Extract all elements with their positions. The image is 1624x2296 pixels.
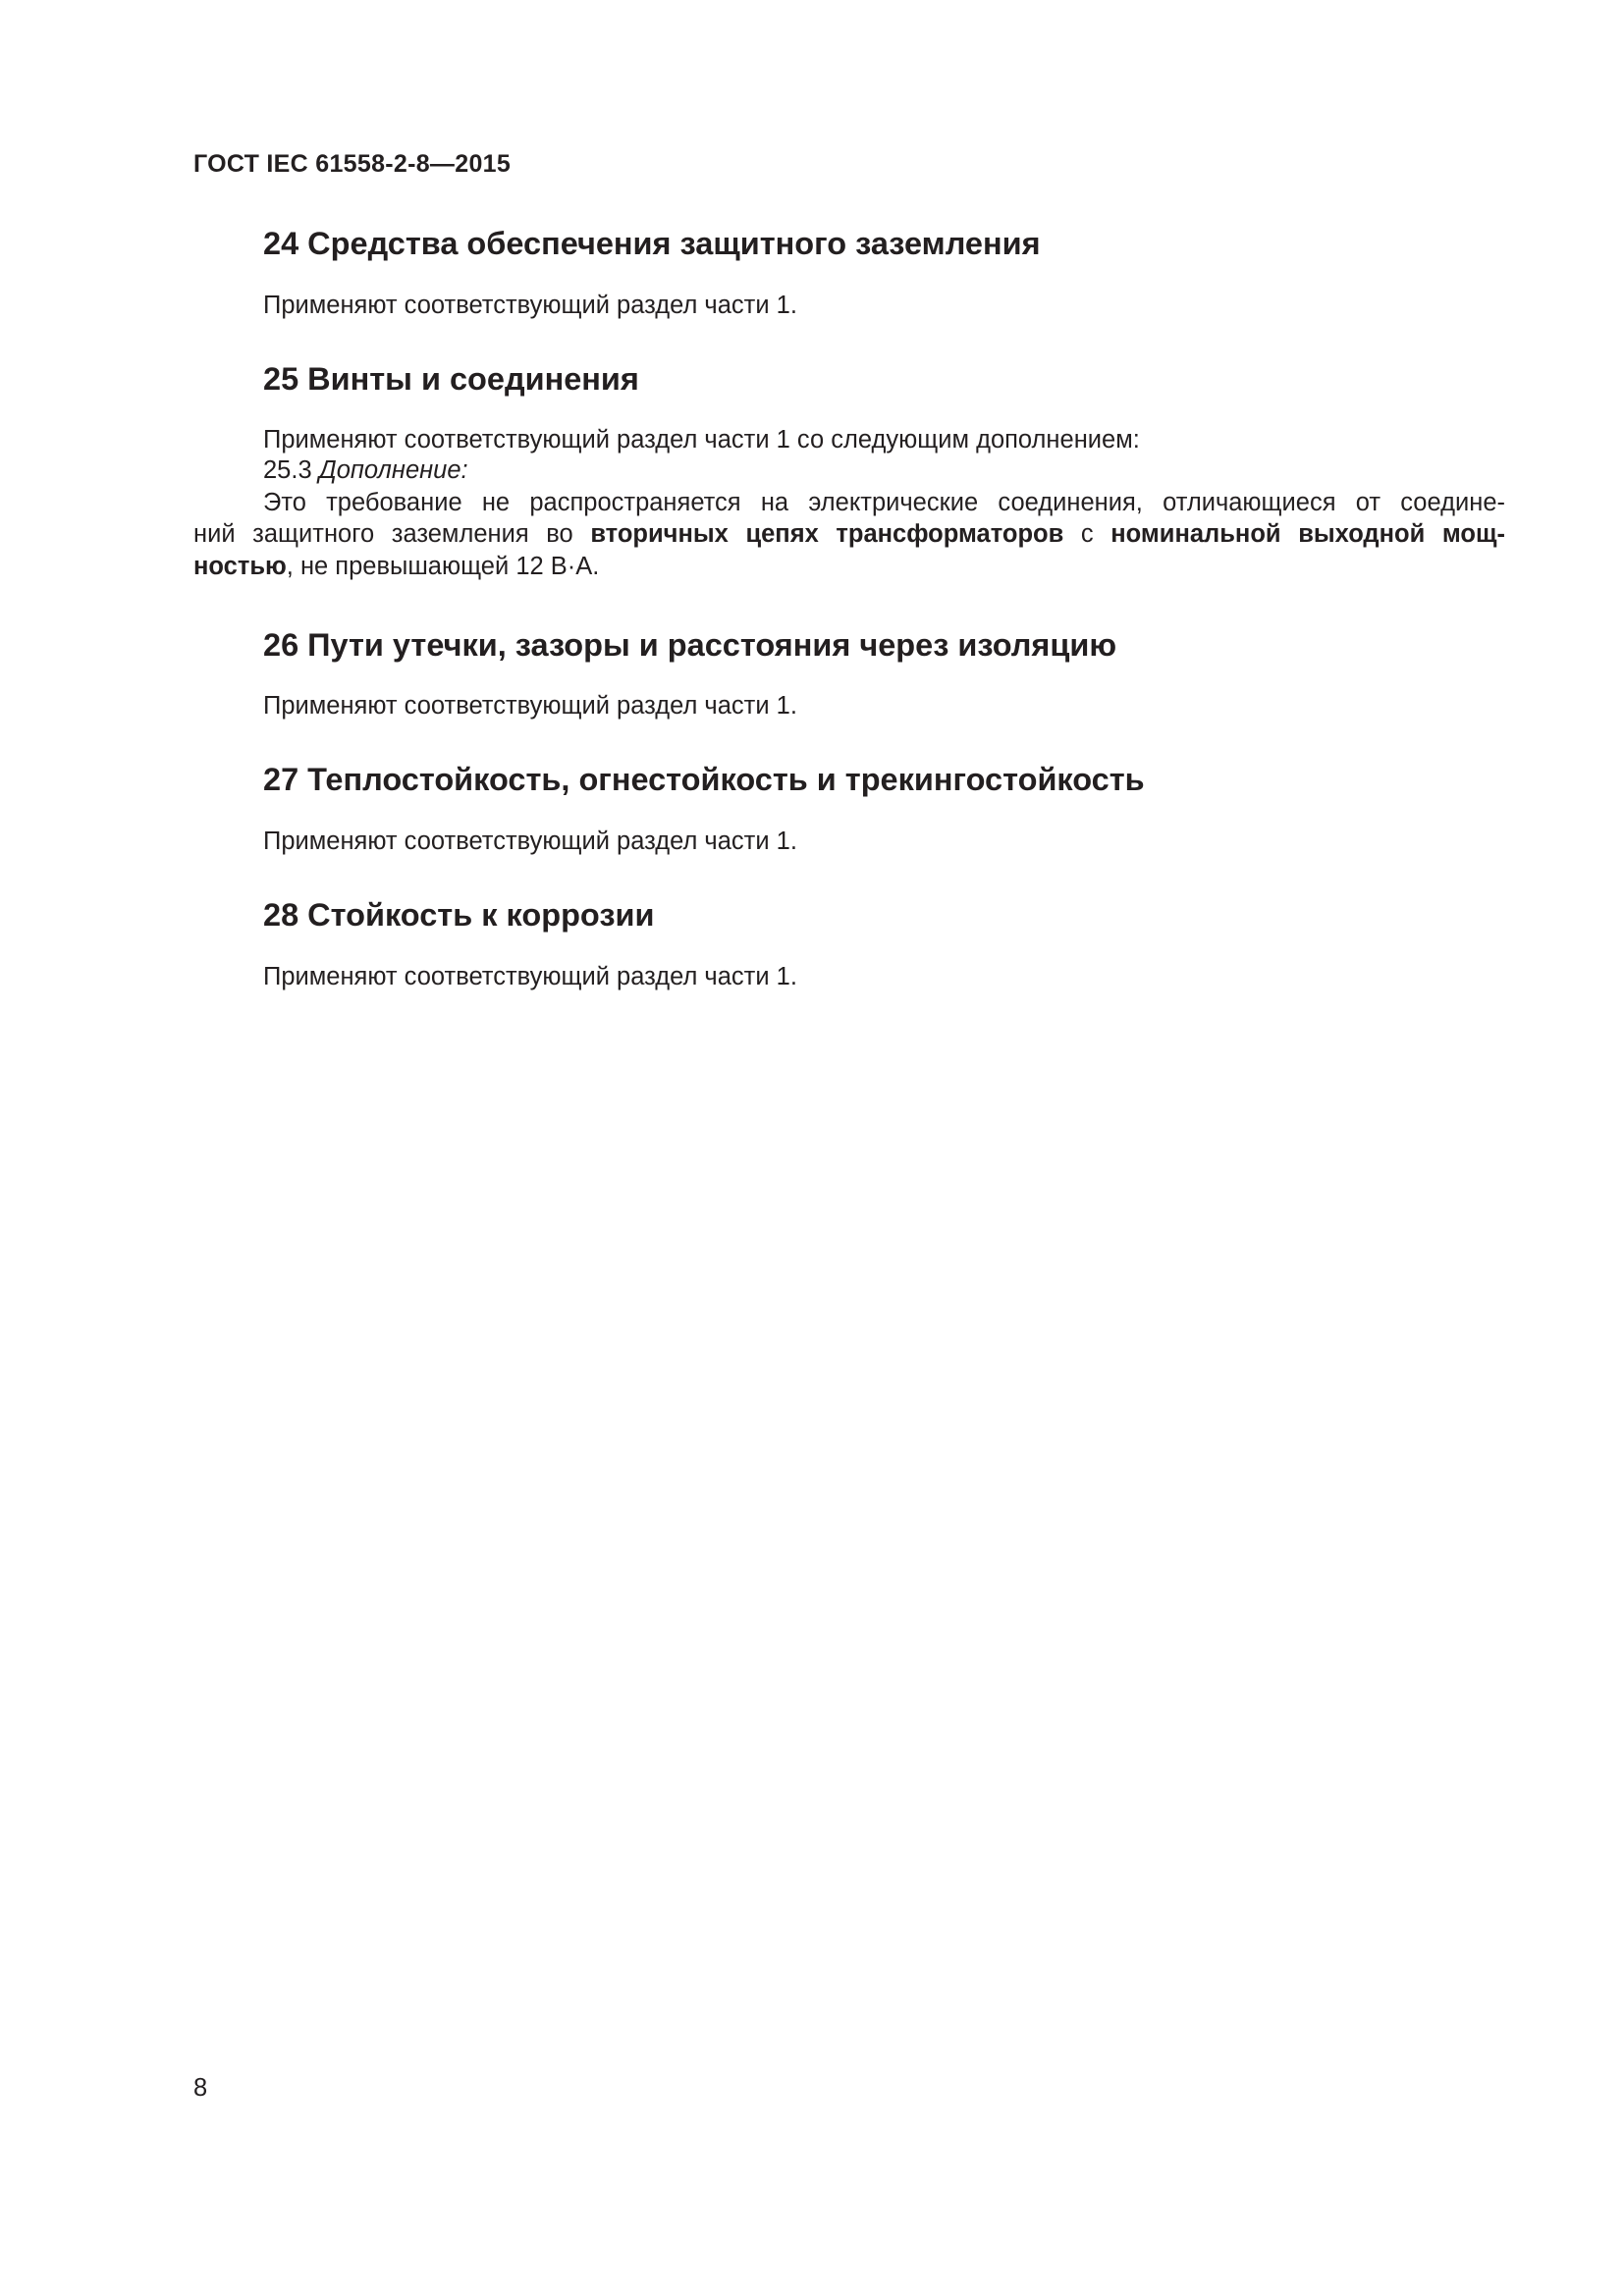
section-28-title: 28 Стойкость к коррозии [263,897,655,933]
standard-header: ГОСТ IEC 61558-2-8—2015 [193,150,512,178]
line2-part-c: с [1080,520,1094,548]
section-28-body: Применяют соответствующий раздел части 1. [263,963,797,990]
line2-part-a: ний защитного заземления во [193,520,573,548]
subclause-number: 25.3 [263,456,312,484]
section-24-body: Применяют соответствующий раздел части 1. [263,292,797,319]
section-27-body: Применяют соответствующий раздел части 1. [263,828,797,855]
section-27-title: 27 Теплостойкость, огнестойкость и трекингостойкость [263,762,1145,797]
section-25-text-line-3 [193,553,599,581]
page-number: 8 [193,2074,208,2102]
subclause-label: Дополнение: [318,456,468,484]
term-secondary-circuits: вторичных цепях трансформаторов [590,520,1064,548]
section-26-body: Применяют соответствующий раздел части 1. [263,692,797,720]
term-rated-output-power-end: ностью [193,553,287,580]
section-26-title: 26 Пути утечки, зазоры и расстояния через изоляцию [263,627,1117,663]
section-24-title: 24 Средства обеспечения защитного заземления [263,226,1041,261]
line3-part-b: , не превышающей 12 В·А. [286,553,600,580]
section-25-text-line-2 [193,520,1505,549]
section-25-body: Применяют соответствующий раздел части 1 со следующим дополнением: [263,426,1140,454]
section-25-title: 25 Винты и соединения [263,361,639,397]
subclause-25-3 [263,456,468,485]
section-25-text-line-1: Это требование не распространяется на электрические соединения, отличающиеся от соедине- [263,489,1505,516]
term-rated-output-power: номинальной выходной мощ- [1110,520,1505,548]
